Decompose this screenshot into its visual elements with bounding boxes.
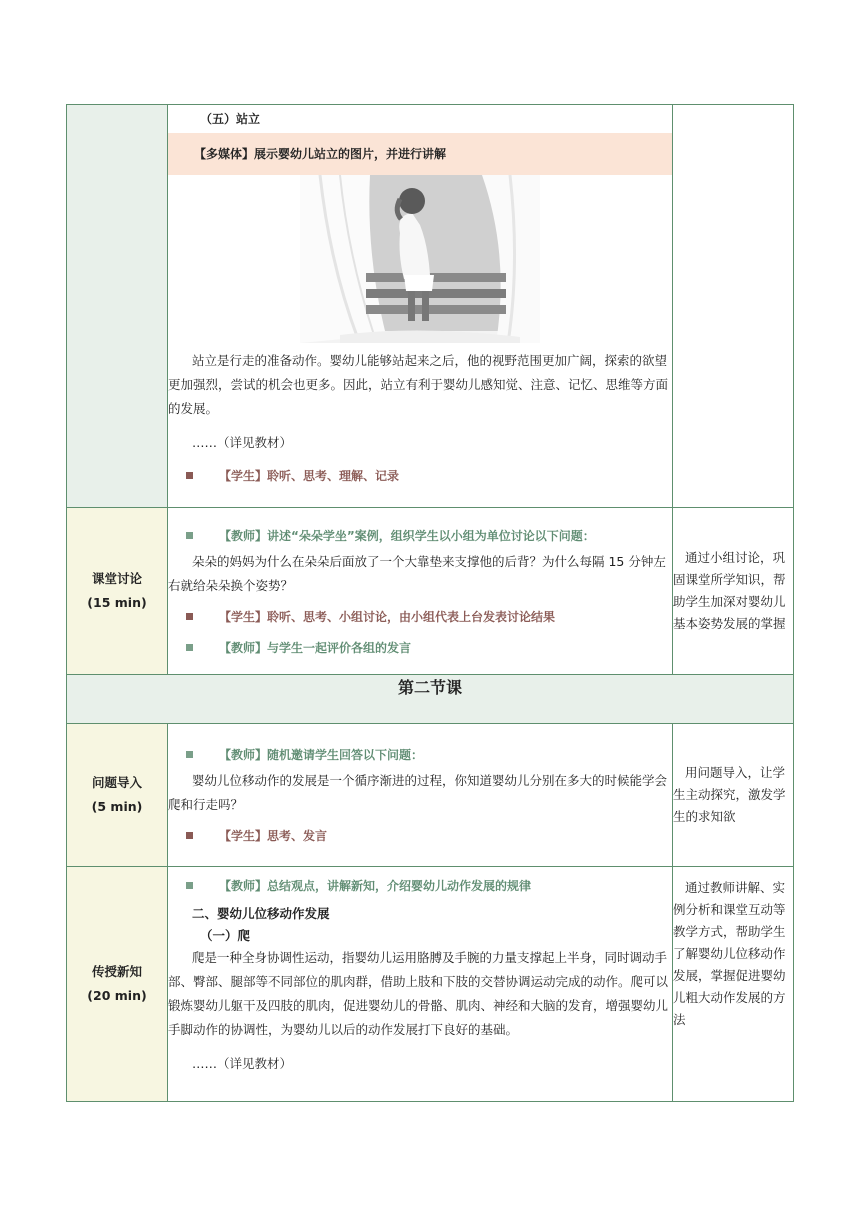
discussion-teacher2-text: 【教师】与学生一起评价各组的发言 <box>219 640 412 655</box>
square-bullet-icon <box>186 532 193 539</box>
knowledge-label: 传授新知 <box>91 964 142 979</box>
knowledge-purpose: 通过教师讲解、实例分析和课堂互动等教学方式，帮助学生了解婴幼儿位移动作发展，掌握促进婴幼儿粗大动作发展的方法 <box>673 867 794 1102</box>
square-bullet-icon <box>186 751 193 758</box>
crawl-subheading: （一）爬 <box>200 928 251 943</box>
intro-student-bullet <box>186 827 672 844</box>
square-bullet-icon <box>186 832 193 839</box>
discussion-teacher-bullet <box>186 527 672 544</box>
knowledge-more: ……（详见教材） <box>192 1056 293 1071</box>
row-discussion-content <box>168 508 673 675</box>
discussion-student-bullet <box>186 608 672 625</box>
intro-question: 婴幼儿位移动作的发展是一个循序渐进的过程，你知道婴幼儿分别在多大的时候能学会爬和行走吗？ <box>168 773 668 812</box>
knowledge-time: (20 min) <box>87 988 147 1003</box>
knowledge-teacher-bullet <box>186 877 672 894</box>
intro-student-text: 【学生】思考、发言 <box>219 829 328 843</box>
knowledge-heading: 二、婴幼儿位移动作发展 <box>192 906 330 921</box>
standing-student-bullet <box>186 467 672 484</box>
row-standing-content <box>168 105 673 508</box>
square-bullet-icon <box>186 882 193 889</box>
knowledge-teacher-text: 【教师】总结观点，讲解新知，介绍婴幼儿动作发展的规律 <box>219 879 532 893</box>
square-bullet-icon <box>186 613 193 620</box>
intro-purpose: 用问题导入，让学生主动探究，激发学生的求知欲 <box>673 724 794 867</box>
lesson-plan-table <box>66 104 794 1102</box>
discussion-question: 朵朵的妈妈为什么在朵朵后面放了一个大靠垫来支撑他的后背？为什么每隔 15 分钟左右就给朵朵换个姿势？ <box>168 553 666 593</box>
baby-standing-photo <box>300 175 540 343</box>
intro-teacher-bullet <box>186 746 672 763</box>
row-intro-content <box>168 724 673 867</box>
crawl-paragraph: 爬是一种全身协调性运动，指婴幼儿运用胳膊及手腕的力量支撑起上半身，同时调动手部、臀部、腿部等不同部位的肌肉群，借助上肢和下肢的交替协调运动完成的动作。爬可以锻炼婴幼儿躯干及四肢的肌肉，促进婴幼儿的骨骼、肌肉、神经和大脑的发育，增强婴幼儿手脚动作的协调性，为婴幼儿以后的动作发展打下良好的基础。 <box>168 950 669 1037</box>
discussion-teacher2-bullet <box>186 639 672 656</box>
standing-paragraph: 站立是行走的准备动作。婴幼儿能够站起来之后，他的视野范围更加广阔，探索的欲望更加强烈，尝试的机会也更多。因此，站立有利于婴幼儿感知觉、注意、记忆、思维等方面的发展。 <box>168 353 669 416</box>
row-intro-label-cell <box>67 724 168 867</box>
baby-standing-illustration <box>300 175 540 343</box>
row-question-intro <box>67 724 794 867</box>
row-knowledge-content <box>168 867 673 1102</box>
discussion-teacher-text: 【教师】讲述“朵朵学坐”案例，组织学生以小组为单位讨论以下问题： <box>219 528 595 543</box>
discussion-student-text: 【学生】聆听、思考、小组讨论，由小组代表上台发表讨论结果 <box>219 609 556 624</box>
row-knowledge-label-cell <box>67 867 168 1102</box>
row-discussion-label-cell <box>67 508 168 675</box>
standing-subheading: （五）站立 <box>200 112 261 126</box>
discussion-time: (15 min) <box>87 595 147 610</box>
intro-time: (5 min) <box>91 799 143 814</box>
row-standing <box>67 105 794 508</box>
square-bullet-icon <box>186 472 193 479</box>
row-new-knowledge <box>67 867 794 1102</box>
section-row <box>67 675 794 724</box>
standing-more: ……（详见教材） <box>192 435 293 450</box>
intro-label: 问题导入 <box>91 775 142 790</box>
multimedia-banner: 【多媒体】展示婴幼儿站立的图片，并进行讲解 <box>168 133 672 175</box>
discussion-label: 课堂讨论 <box>91 571 142 586</box>
row-standing-purpose-cell <box>673 105 794 508</box>
row-discussion <box>67 508 794 675</box>
standing-student-text: 【学生】聆听、思考、理解、记录 <box>219 469 400 483</box>
square-bullet-icon <box>186 644 193 651</box>
row-standing-label-cell <box>67 105 168 508</box>
section-title: 第二节课 <box>67 675 794 724</box>
discussion-purpose: 通过小组讨论，巩固课堂所学知识，帮助学生加深对婴幼儿基本姿势发展的掌握 <box>673 508 794 675</box>
intro-teacher-text: 【教师】随机邀请学生回答以下问题： <box>219 748 424 762</box>
